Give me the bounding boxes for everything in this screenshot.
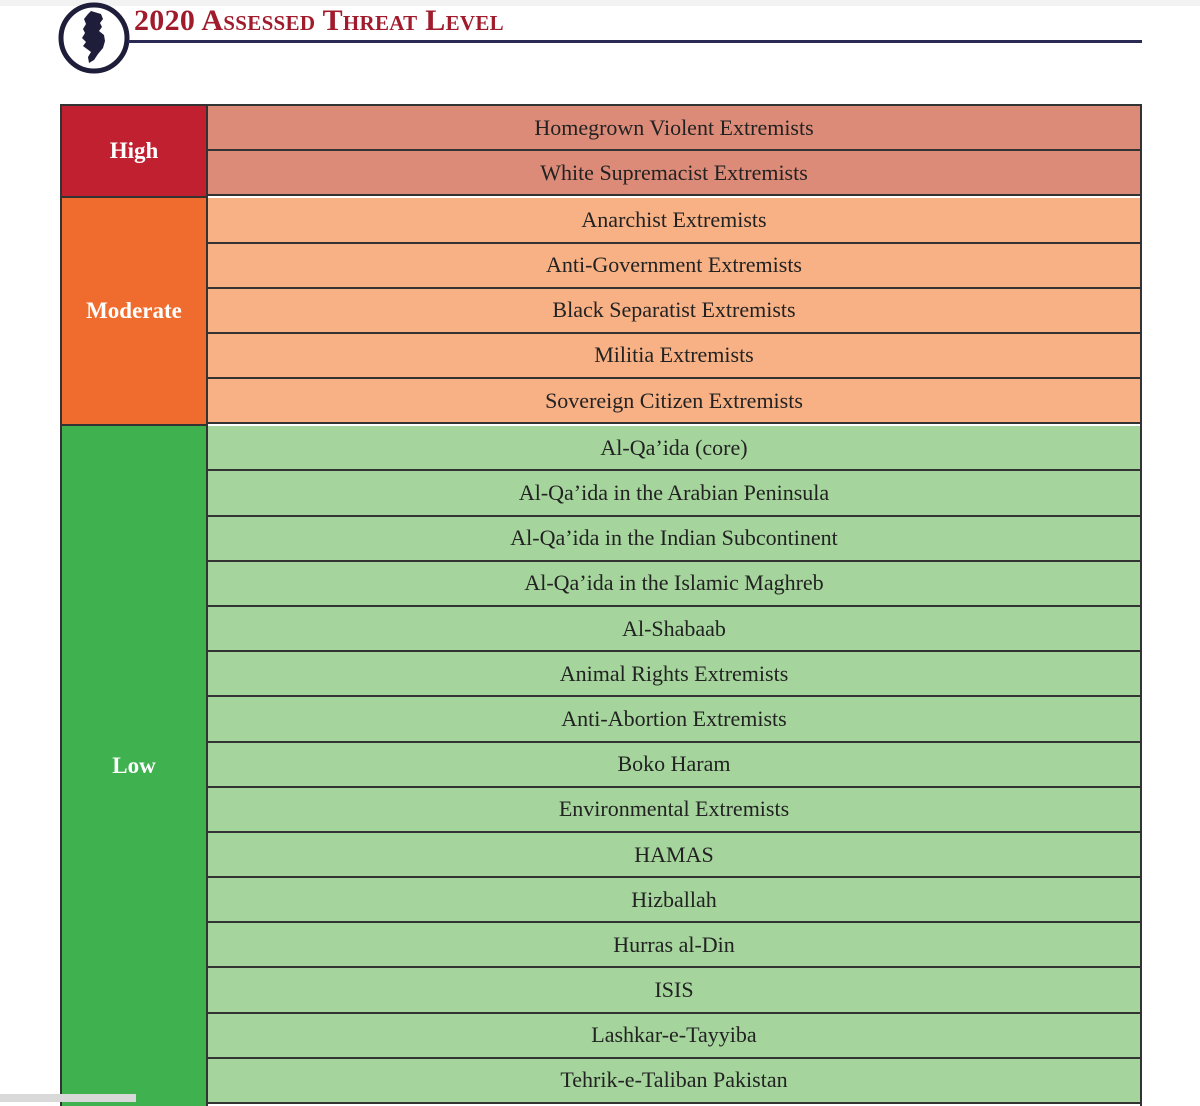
table-row: White Supremacist Extremists: [208, 151, 1140, 196]
table-row: Lashkar-e-Tayyiba: [208, 1014, 1140, 1059]
table-row: ISIS: [208, 968, 1140, 1013]
table-row: Environmental Extremists: [208, 788, 1140, 833]
low-group-list: [208, 426, 1140, 1106]
table-row: Anti-Government Extremists: [208, 244, 1140, 289]
table-row: Al-Qa’ida in the Islamic Maghreb: [208, 562, 1140, 607]
moderate-group-list: [208, 198, 1140, 426]
table-row: Anarchist Extremists: [208, 198, 1140, 243]
table-row: Al-Qa’ida in the Arabian Peninsula: [208, 471, 1140, 516]
table-row: Al-Qa’ida in the Indian Subcontinent: [208, 517, 1140, 562]
table-row: Animal Rights Extremists: [208, 652, 1140, 697]
table-row: Militia Extremists: [208, 334, 1140, 379]
table-row: Homegrown Violent Extremists: [208, 106, 1140, 151]
table-row: Anti-Abortion Extremists: [208, 697, 1140, 742]
table-row: Boko Haram: [208, 743, 1140, 788]
page-header: [58, 0, 1148, 80]
table-row: Black Separatist Extremists: [208, 289, 1140, 334]
high-group-list: [208, 106, 1140, 198]
table-row: Sovereign Citizen Extremists: [208, 379, 1140, 424]
table-row: Hurras al-Din: [208, 923, 1140, 968]
page-title: 2020 Assessed Threat Level: [134, 4, 504, 37]
table-row: Al-Qa’ida (core): [208, 426, 1140, 471]
level-low-cell: Low: [62, 426, 208, 1106]
level-moderate-cell: Moderate: [62, 198, 208, 426]
new-jersey-state-silhouette-icon: [58, 2, 130, 74]
table-row: Tehrik-e-Taliban Pakistan: [208, 1059, 1140, 1104]
table-row: HAMAS: [208, 833, 1140, 878]
table-row: Al-Shabaab: [208, 607, 1140, 652]
page-bottom-edge: [0, 1094, 136, 1102]
table-row: Hizballah: [208, 878, 1140, 923]
threat-level-table: [60, 104, 1142, 1106]
title-underline: [128, 40, 1142, 43]
level-high-cell: High: [62, 106, 208, 198]
